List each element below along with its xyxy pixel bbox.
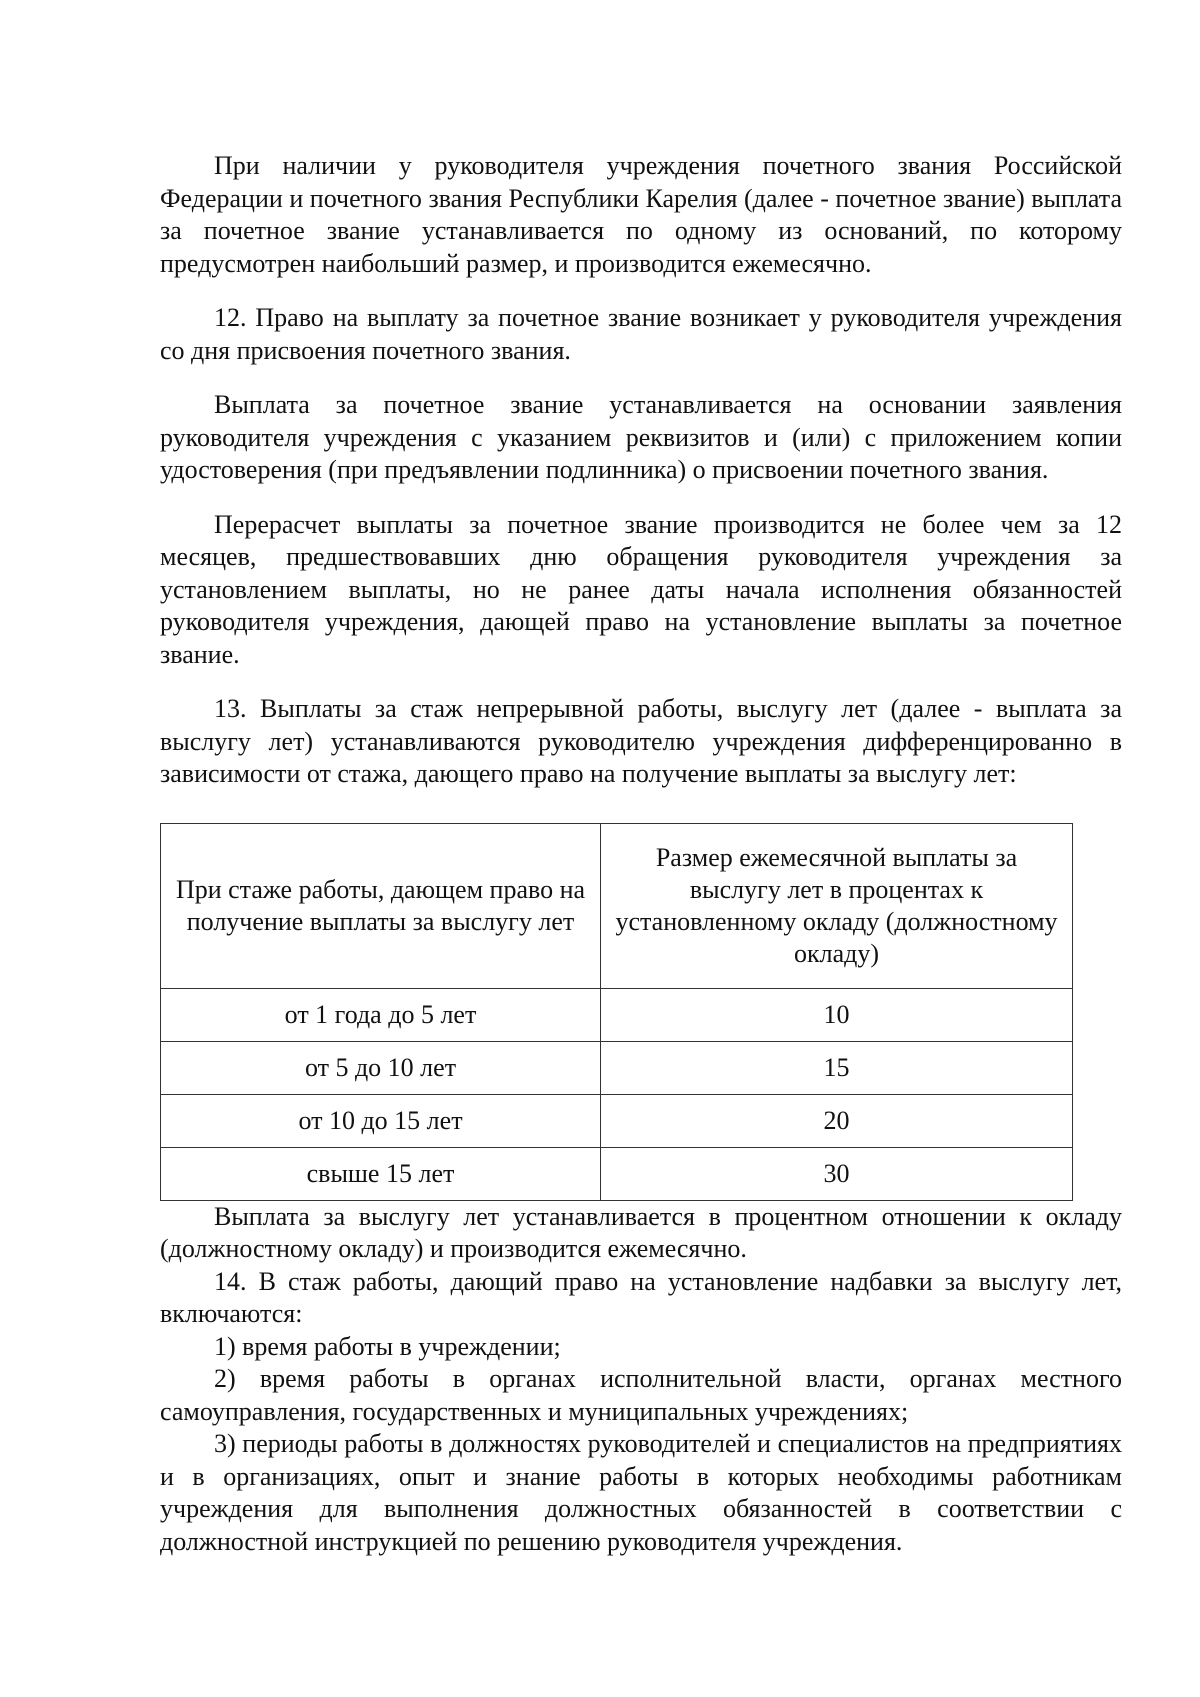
list-item: 1) время работы в учреждении; bbox=[214, 1331, 561, 1361]
table-header-service-length: При стаже работы, дающем право на получение выплаты за выслугу лет bbox=[161, 823, 601, 988]
list-item: 3) периоды работы в должностях руководителей и специалистов на предприятиях и в организациях, опыт и знание работы в которых необходимы работникам учреждения для выполнения должностных обязанностей в соответствии с должностной инструкцией по решению руководителя учреждения. bbox=[160, 1429, 1122, 1556]
service-payment-table bbox=[160, 823, 1073, 1201]
document-page bbox=[160, 150, 1122, 1558]
table-cell-percent: 15 bbox=[601, 1041, 1073, 1094]
table-cell-percent: 30 bbox=[601, 1147, 1073, 1200]
table-cell-percent: 20 bbox=[601, 1094, 1073, 1147]
paragraph-payment-percentage: Выплата за выслугу лет устанавливается в процентном отношении к окладу (должностному окладу) и производится ежемесячно. bbox=[160, 1201, 1122, 1263]
list-item: 2) время работы в органах исполнительной власти, органах местного самоуправления, государственных и муниципальных учреждениях; bbox=[160, 1364, 1122, 1426]
table-cell-service-length: от 10 до 15 лет bbox=[161, 1094, 601, 1147]
service-payment-table-wrapper bbox=[160, 823, 1072, 1201]
paragraph-application-basis: Выплата за почетное звание устанавливается на основании заявления руководителя учреждения с указанием реквизитов и (или) с приложением копии удостоверения (при предъявлении подлинника) о присвоении почетного звания. bbox=[160, 390, 1122, 484]
table-header-payment-percent: Размер ежемесячной выплаты за выслугу лет в процентах к установленному окладу (должностному окладу) bbox=[601, 823, 1073, 988]
table-cell-service-length: от 5 до 10 лет bbox=[161, 1041, 601, 1094]
table-row bbox=[161, 1094, 1073, 1147]
paragraph-12-right-to-payment: 12. Право на выплату за почетное звание возникает у руководителя учреждения со дня присвоения почетного звания. bbox=[160, 303, 1122, 365]
table-row bbox=[161, 1041, 1073, 1094]
paragraph-14-included-periods: 14. В стаж работы, дающий право на установление надбавки за выслугу лет, включаются: bbox=[160, 1266, 1122, 1328]
table-cell-service-length: свыше 15 лет bbox=[161, 1147, 601, 1200]
paragraph-honorary-title-basis: При наличии у руководителя учреждения почетного звания Российской Федерации и почетного звания Республики Карелия (далее - почетное звание) выплата за почетное звание устанавливается по одному из оснований, по которому предусмотрен наибольший размер, и производится ежемесячно. bbox=[160, 151, 1122, 278]
paragraph-13-length-of-service: 13. Выплаты за стаж непрерывной работы, выслугу лет (далее - выплата за выслугу лет) устанавливаются руководителю учреждения дифференцированно в зависимости от стажа, дающего право на получение выплаты за выслугу лет: bbox=[160, 694, 1122, 788]
table-cell-percent: 10 bbox=[601, 988, 1073, 1041]
table-row bbox=[161, 988, 1073, 1041]
table-row bbox=[161, 1147, 1073, 1200]
table-header-row bbox=[161, 823, 1073, 988]
table-cell-service-length: от 1 года до 5 лет bbox=[161, 988, 601, 1041]
paragraph-recalculation: Перерасчет выплаты за почетное звание производится не более чем за 12 месяцев, предшествовавших дню обращения руководителя учреждения за установлением выплаты, но не ранее даты начала исполнения обязанностей руководителя учреждения, дающей право на установление выплаты за почетное звание. bbox=[160, 509, 1122, 669]
